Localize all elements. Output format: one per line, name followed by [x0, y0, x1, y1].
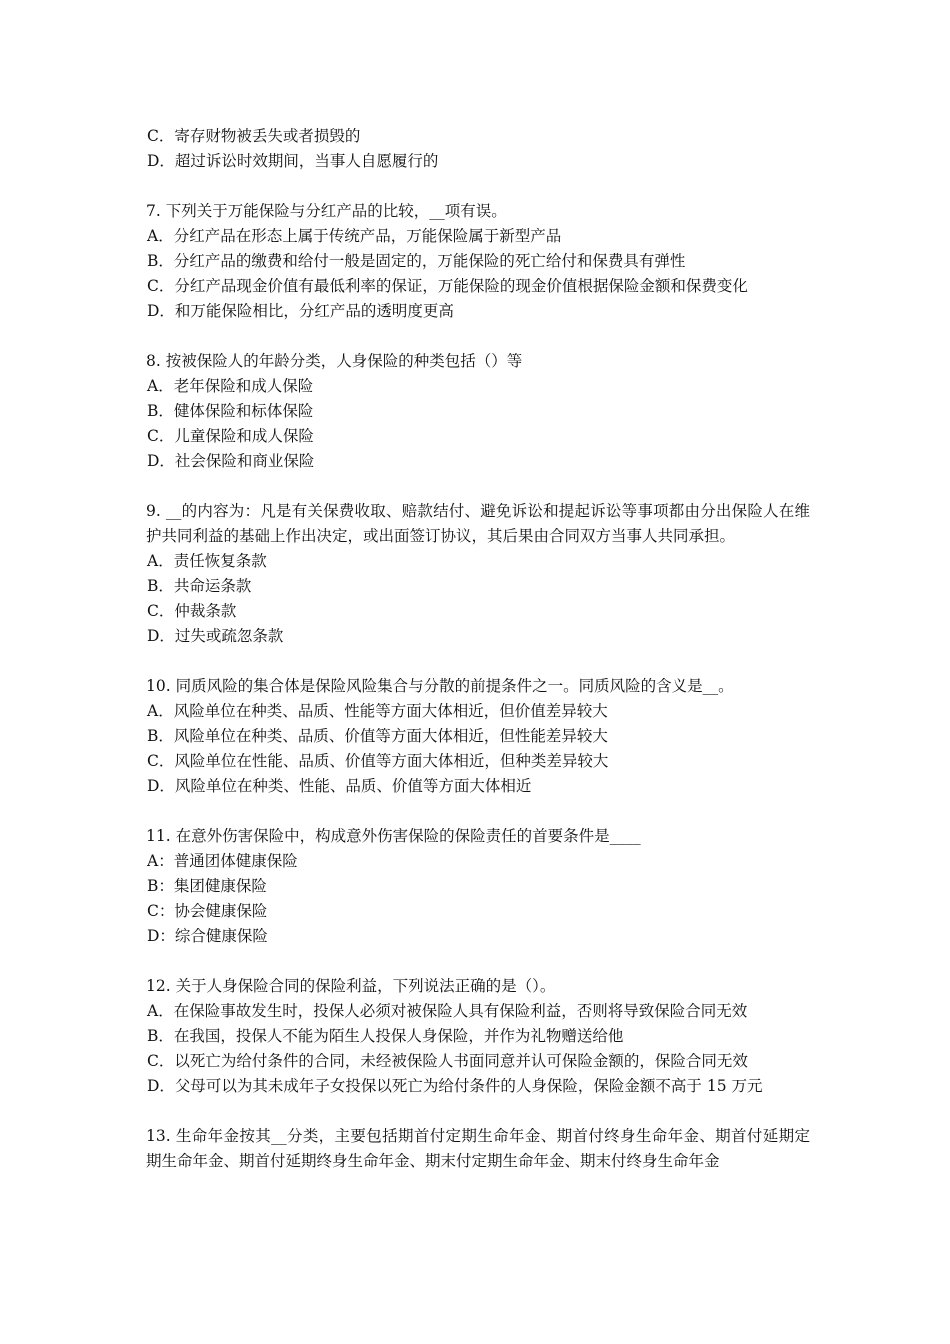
option-d: D：综合健康保险: [147, 927, 268, 945]
spacer: [146, 474, 810, 499]
option-a: A．分红产品在形态上属于传统产品，万能保险属于新型产品: [147, 227, 562, 245]
option-b: B．在我国，投保人不能为陌生人投保人身保险，并作为礼物赠送给他: [147, 1027, 624, 1045]
option-c: C．分红产品现金价值有最低利率的保证，万能保险的现金价值根据保险金额和保费变化: [147, 277, 748, 295]
option-a: A．责任恢复条款: [147, 552, 267, 570]
option-b: B．健体保险和标体保险: [147, 402, 314, 420]
question-stem: 8. 按被保险人的年龄分类，人身保险的种类包括（）等: [146, 352, 523, 370]
option-a: A．老年保险和成人保险: [147, 377, 314, 395]
option-a: A．在保险事故发生时，投保人必须对被保险人具有保险利益，否则将导致保险合同无效: [147, 1002, 748, 1020]
spacer: [146, 799, 810, 824]
question-stem: 9. __的内容为：凡是有关保费收取、赔款结付、避免诉讼和提起诉讼等事项都由分出保险人在维护共同利益的基础上作出决定，或出面签订协议，其后果由合同双方当事人共同承担。: [146, 502, 810, 545]
option-d: D．社会保险和商业保险: [147, 452, 315, 470]
option-d: D．和万能保险相比，分红产品的透明度更高: [147, 302, 454, 320]
spacer: [146, 949, 810, 974]
question-stem: 12. 关于人身保险合同的保险利益，下列说法正确的是（）。: [146, 977, 556, 995]
question-stem: 10. 同质风险的集合体是保险风险集合与分散的前提条件之一。同质风险的含义是__。: [146, 677, 734, 695]
option-c: C．儿童保险和成人保险: [147, 427, 314, 445]
option-c: C．以死亡为给付条件的合同，未经被保险人书面同意并认可保险金额的，保险合同无效: [147, 1052, 748, 1070]
option-b: B．风险单位在种类、品质、价值等方面大体相近，但性能差异较大: [147, 727, 608, 745]
spacer: [146, 174, 810, 199]
spacer: [146, 324, 810, 349]
option-b: B．分红产品的缴费和给付一般是固定的，万能保险的死亡给付和保费具有弹性: [147, 252, 686, 270]
option-c: C：协会健康保险: [147, 902, 268, 920]
option-d: D．风险单位在种类、性能、品质、价值等方面大体相近: [147, 777, 532, 795]
spacer: [146, 1099, 810, 1124]
option-b: B．共命运条款: [147, 577, 252, 595]
option-c: C．仲裁条款: [147, 602, 237, 620]
question-stem: 11. 在意外伤害保险中，构成意外伤害保险的保险责任的首要条件是____: [146, 827, 641, 845]
option-d: D．超过诉讼时效期间，当事人自愿履行的: [147, 152, 439, 170]
document-page: [146, 124, 810, 1174]
option-d: D．父母可以为其未成年子女投保以死亡为给付条件的人身保险，保险金额不高于 15 万元: [147, 1077, 763, 1095]
option-a: A：普通团体健康保险: [147, 852, 298, 870]
option-a: A．风险单位在种类、品质、性能等方面大体相近，但价值差异较大: [147, 702, 608, 720]
option-c: C．风险单位在性能、品质、价值等方面大体相近，但种类差异较大: [147, 752, 609, 770]
option-b: B：集团健康保险: [147, 877, 267, 895]
spacer: [146, 649, 810, 674]
question-stem: 7. 下列关于万能保险与分红产品的比较，__项有误。: [146, 202, 507, 220]
question-stem: 13. 生命年金按其__分类，主要包括期首付定期生命年金、期首付终身生命年金、期首付延期定期生命年金、期首付延期终身生命年金、期末付定期生命年金、期末付终身生命年金: [146, 1127, 810, 1170]
option-c: C．寄存财物被丢失或者损毁的: [147, 127, 361, 145]
option-d: D．过失或疏忽条款: [147, 627, 284, 645]
